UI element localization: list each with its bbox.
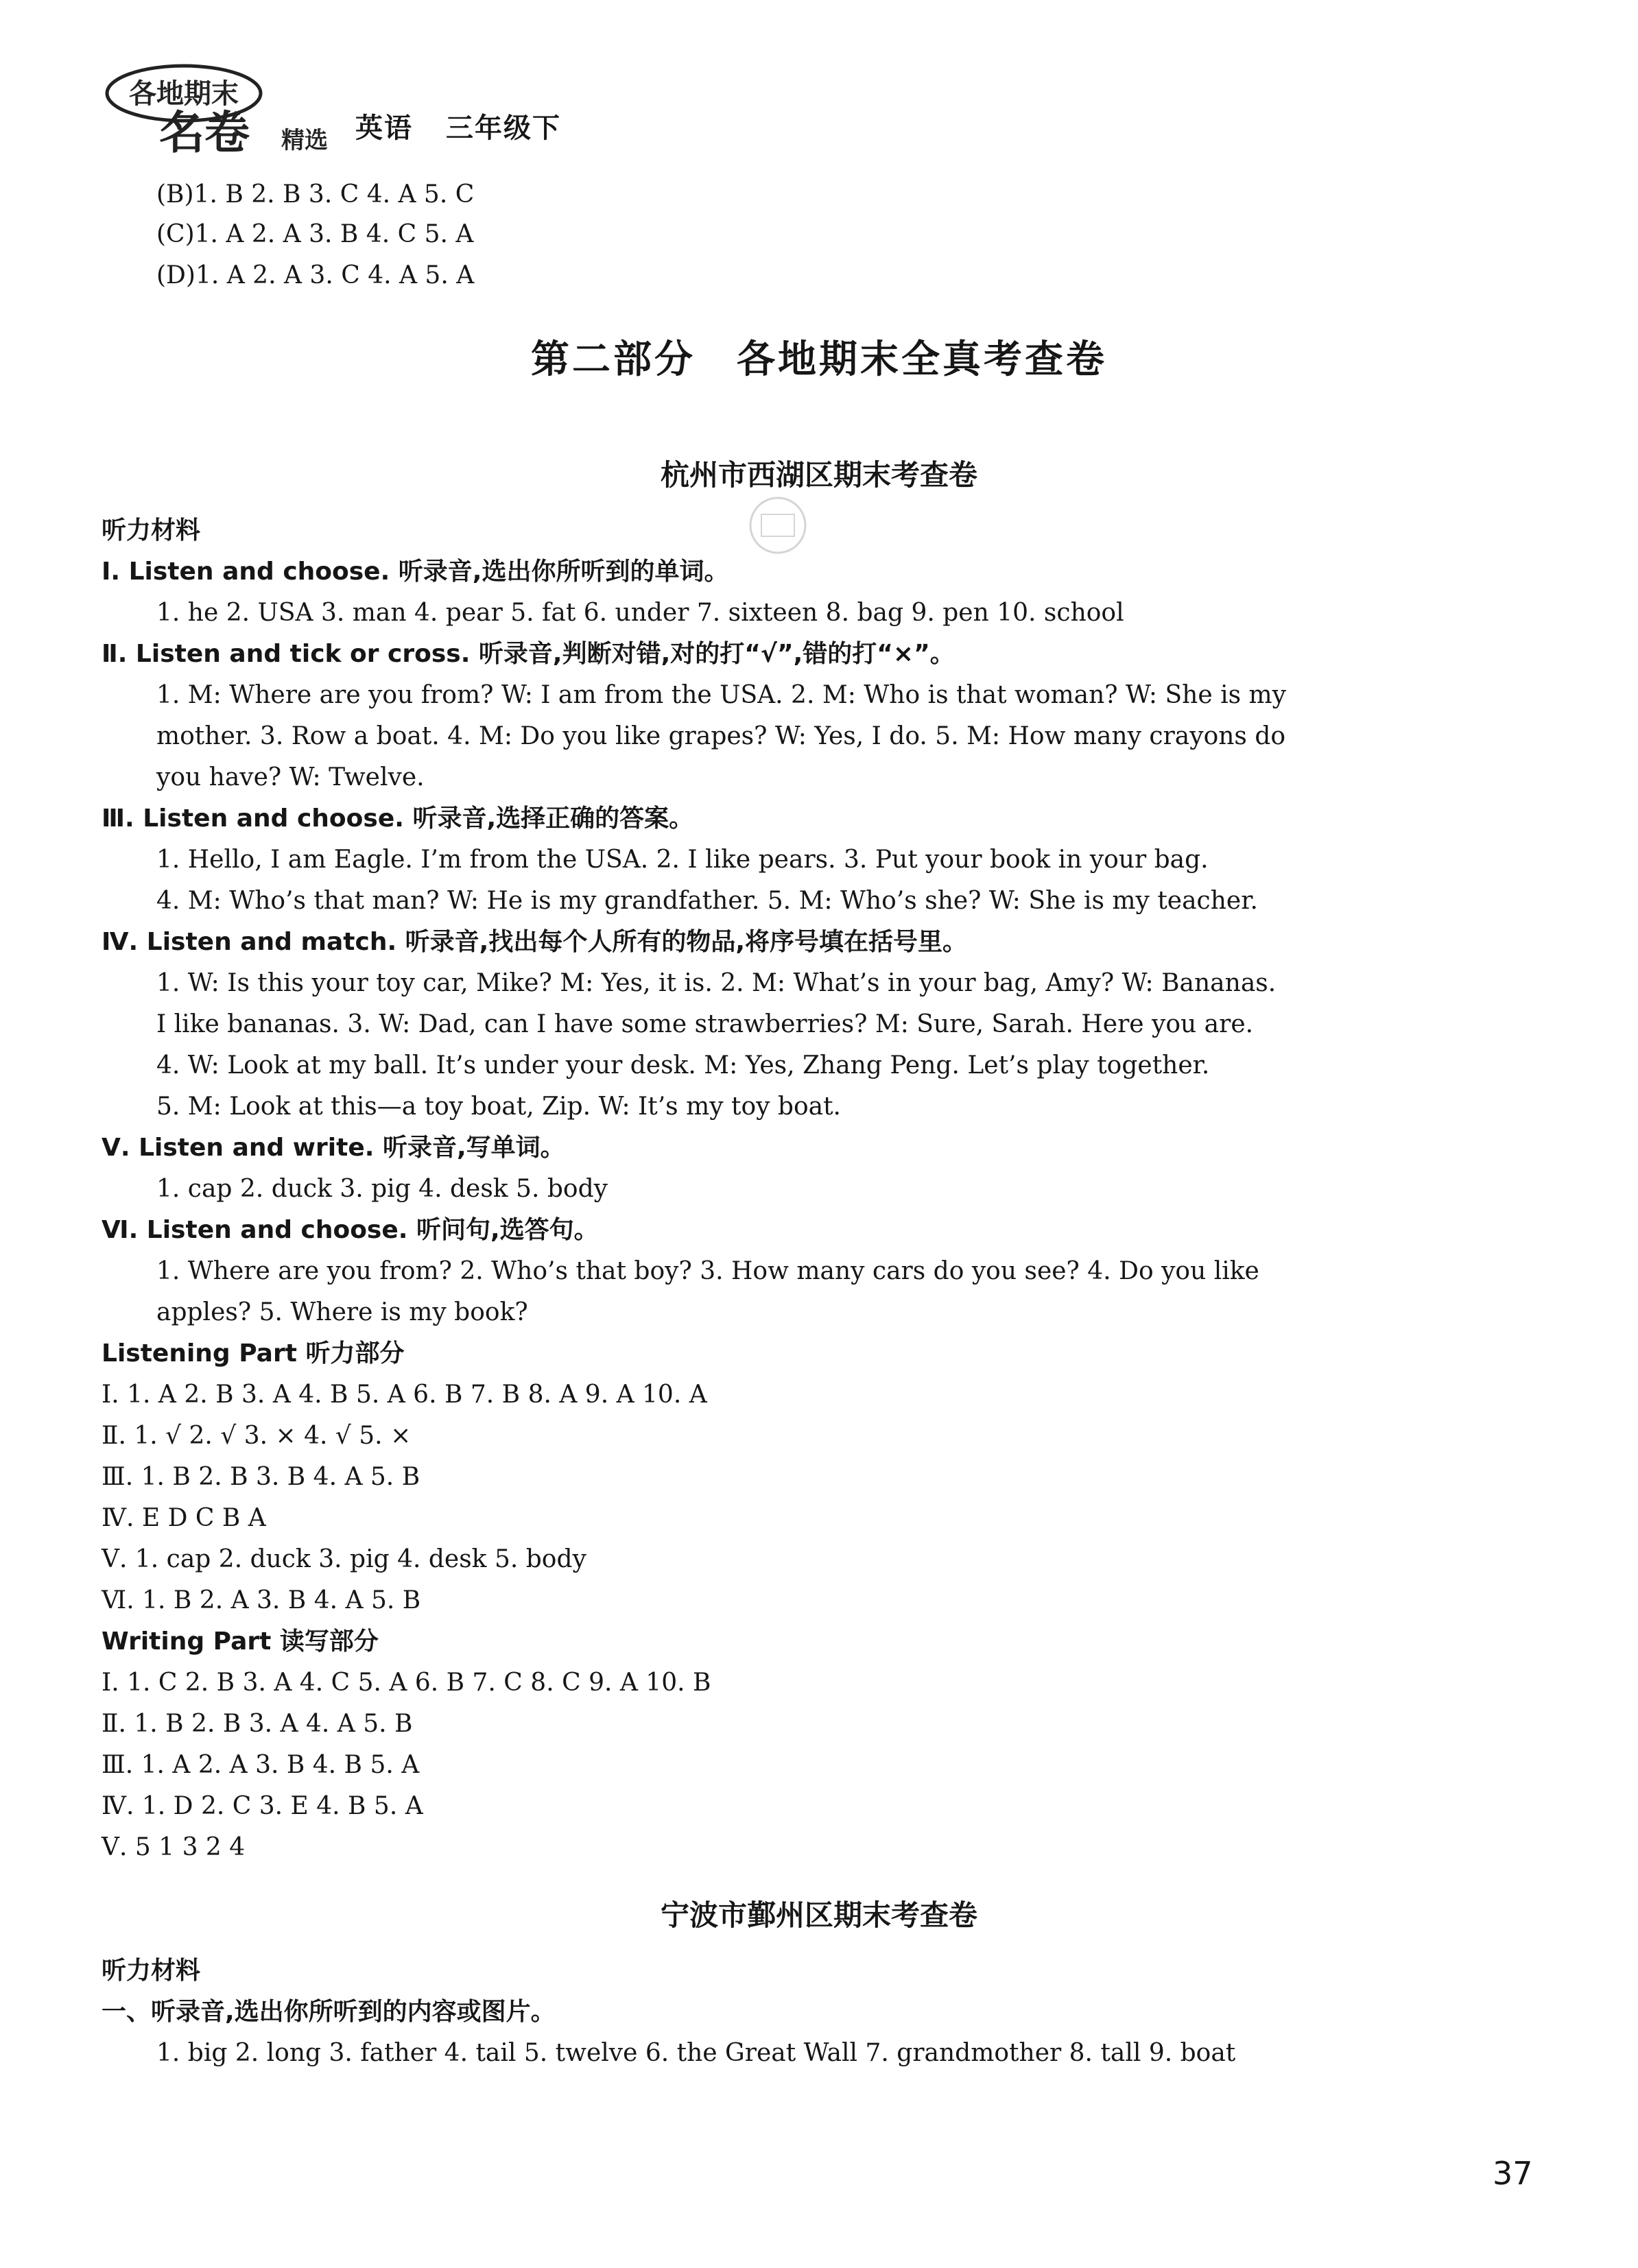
hz-s2-line1: 1. M: Where are you from? W: I am from the USA. 2. M: Who is that woman? W: She is my (156, 681, 1286, 709)
hz-s3-line1: 1. Hello, I am Eagle. I’m from the USA. 2. I like pears. 3. Put your book in your bag. (156, 846, 1209, 874)
wp-answer-5: Ⅴ. 5 1 3 2 4 (102, 1833, 246, 1861)
lp-answer-6: Ⅵ. 1. B 2. A 3. B 4. A 5. B (102, 1586, 421, 1614)
hz-s4-line3: 4. W: Look at my ball. It’s under your desk. M: Yes, Zhang Peng. Let’s play together. (156, 1051, 1210, 1079)
hz-s4-line2: I like bananas. 3. W: Dad, can I have some strawberries? M: Sure, Sarah. Here you are. (156, 1010, 1254, 1038)
series-logo (102, 60, 343, 163)
logo-line2: 名卷 (159, 106, 250, 159)
watermark-stamp (748, 494, 808, 557)
hangzhou-listening-material: 听力材料 (102, 516, 201, 545)
hz-s1-head: Ⅰ. Listen and choose. 听录音,选出你所听到的单词。 (102, 558, 729, 586)
wp-answer-4: Ⅳ. 1. D 2. C 3. E 4. B 5. A (102, 1792, 423, 1820)
wp-answer-3: Ⅲ. 1. A 2. A 3. B 4. B 5. A (102, 1751, 420, 1779)
hz-s2-line3: you have? W: Twelve. (156, 763, 425, 791)
lp-answer-4: Ⅳ. E D C B A (102, 1504, 266, 1532)
subject-label: 英语 (355, 112, 413, 144)
answer-line-b: (B)1. B 2. B 3. C 4. A 5. C (156, 180, 475, 208)
hz-s2-head: Ⅱ. Listen and tick or cross. 听录音,判断对错,对的打“√”,错的打“×”。 (102, 640, 955, 668)
listening-part-heading: Listening Part 听力部分 (102, 1339, 405, 1368)
wp-answer-2: Ⅱ. 1. B 2. B 3. A 4. A 5. B (102, 1710, 413, 1738)
hangzhou-title: 杭州市西湖区期末考查卷 (660, 458, 977, 492)
hz-s6-head: Ⅵ. Listen and choose. 听问句,选答句。 (102, 1216, 599, 1244)
lp-answer-2: Ⅱ. 1. √ 2. √ 3. × 4. √ 5. × (102, 1422, 412, 1450)
hz-s3-line2: 4. M: Who’s that man? W: He is my grandfather. 5. M: Who’s she? W: She is my teacher. (156, 887, 1258, 915)
lp-answer-3: Ⅲ. 1. B 2. B 3. B 4. A 5. B (102, 1463, 420, 1491)
logo-line3: 精选 (281, 127, 328, 154)
hz-s3-head: Ⅲ. Listen and choose. 听录音,选择正确的答案。 (102, 804, 694, 833)
lp-answer-5: Ⅴ. 1. cap 2. duck 3. pig 4. desk 5. body (102, 1545, 586, 1573)
part-title-left: 第二部分 (531, 337, 696, 382)
hz-s2-line2: mother. 3. Row a boat. 4. M: Do you like grapes? W: Yes, I do. 5. M: How many crayons do (156, 722, 1286, 750)
ningbo-listening-material: 听力材料 (102, 1957, 201, 1985)
book-info (355, 106, 561, 145)
ningbo-title: 宁波市鄞州区期末考查卷 (660, 1898, 977, 1932)
part-title-right: 各地期末全真考查卷 (737, 337, 1107, 382)
watermark-stamp-art (748, 494, 808, 557)
hz-s4-line1: 1. W: Is this your toy car, Mike? M: Yes, it is. 2. M: What’s in your bag, Amy? W: Bananas. (156, 969, 1277, 997)
hz-s6-line2: apples? 5. Where is my book? (156, 1298, 528, 1326)
grade-label: 三年级下 (446, 112, 561, 144)
nb-s1-line1: 1. big 2. long 3. father 4. tail 5. twelve 6. the Great Wall 7. grandmother 8. tall 9. boat (156, 2039, 1236, 2067)
part-title (0, 329, 1638, 384)
logo-line1: 各地期末 (129, 78, 239, 110)
hz-s1-line1: 1. he 2. USA 3. man 4. pear 5. fat 6. under 7. sixteen 8. bag 9. pen 10. school (156, 599, 1124, 627)
wp-answer-1: Ⅰ. 1. C 2. B 3. A 4. C 5. A 6. B 7. C 8. C 9. A 10. B (102, 1669, 711, 1697)
answer-line-c: (C)1. A 2. A 3. B 4. C 5. A (156, 220, 474, 248)
page-number: 37 (1493, 2155, 1533, 2192)
series-logo-art (102, 60, 343, 163)
hz-s4-line4: 5. M: Look at this—a toy boat, Zip. W: It’s my toy boat. (156, 1093, 841, 1121)
answer-line-d: (D)1. A 2. A 3. C 4. A 5. A (156, 261, 475, 289)
hz-s5-head: Ⅴ. Listen and write. 听录音,写单词。 (102, 1134, 565, 1162)
hz-s6-line1: 1. Where are you from? 2. Who’s that boy? 3. How many cars do you see? 4. Do you like (156, 1257, 1259, 1285)
nb-s1-head: 一、听录音,选出你所听到的内容或图片。 (102, 1998, 556, 2026)
hz-s5-line1: 1. cap 2. duck 3. pig 4. desk 5. body (156, 1175, 608, 1203)
hz-s4-head: Ⅳ. Listen and match. 听录音,找出每个人所有的物品,将序号填在括号里。 (102, 928, 968, 956)
lp-answer-1: Ⅰ. 1. A 2. B 3. A 4. B 5. A 6. B 7. B 8. A 9. A 10. A (102, 1381, 707, 1409)
writing-part-heading: Writing Part 读写部分 (102, 1627, 379, 1656)
